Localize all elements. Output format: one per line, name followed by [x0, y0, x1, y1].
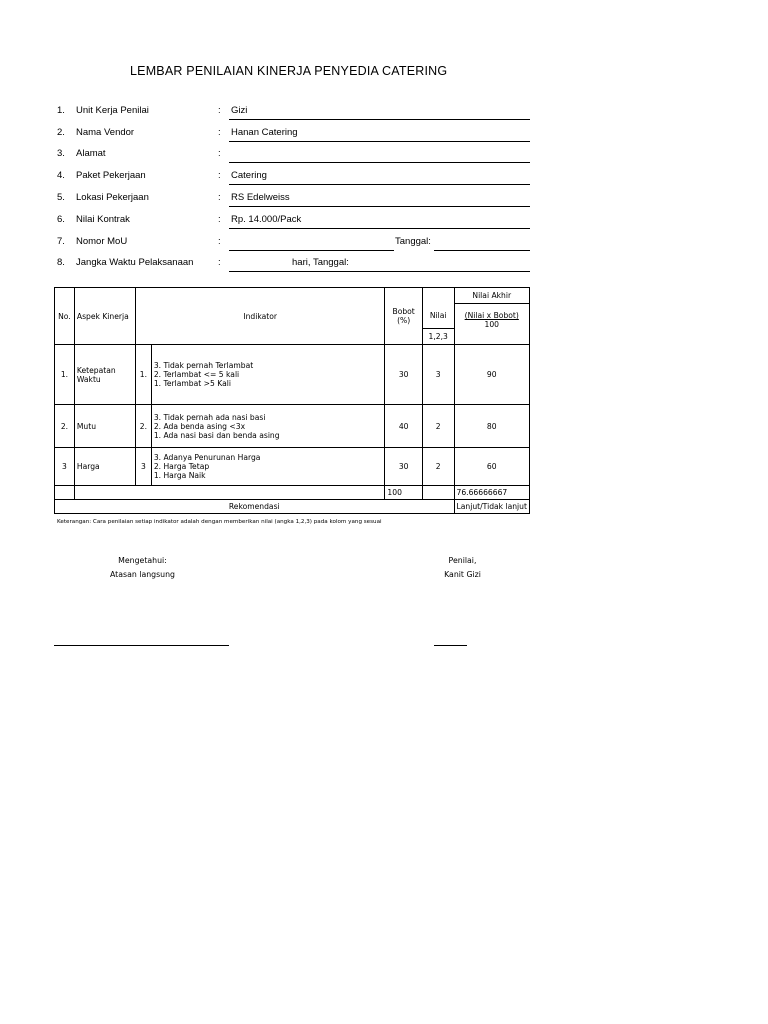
nilai-x-bobot-label: (Nilai x Bobot) [464, 311, 519, 320]
header-nilai-range: 1,2,3 [422, 329, 454, 345]
row-nilai-akhir: 80 [454, 405, 529, 448]
field-number: 6. [57, 214, 65, 225]
field-lokasi-pekerjaan [0, 192, 768, 212]
indikator-line: 3. Tidak pernah Terlambat [153, 361, 254, 370]
field-nama-vendor [0, 127, 768, 147]
row-nilai: 2 [422, 448, 454, 486]
field-value: RS Edelweiss [231, 192, 290, 203]
field-number: 4. [57, 170, 65, 181]
signature-line-left [54, 645, 229, 646]
header-indikator: Indikator [136, 288, 385, 345]
field-colon: : [218, 170, 221, 181]
field-underline [229, 184, 530, 185]
header-nilai-akhir: Nilai Akhir [454, 288, 529, 304]
field-label: Nomor MoU [76, 236, 128, 247]
row-indikator [151, 448, 385, 486]
field-number: 7. [57, 236, 65, 247]
rekomendasi-row [55, 500, 530, 514]
header-bobot: Bobot (%) [385, 288, 422, 345]
field-colon: : [218, 127, 221, 138]
row-sub: 2. [136, 405, 152, 448]
page-title: LEMBAR PENILAIAN KINERJA PENYEDIA CATERING [130, 64, 448, 78]
total-bobot: 100 [385, 486, 422, 500]
field-label: Paket Pekerjaan [76, 170, 146, 181]
indikator-line: 1. Ada nasi basi dan benda asing [153, 430, 280, 440]
header-nilai: Nilai [422, 304, 454, 329]
field-nomor-mou [0, 236, 768, 256]
row-bobot: 30 [385, 345, 422, 405]
signature-right-title: Penilai, [448, 556, 477, 565]
field-alamat [0, 148, 768, 168]
field-colon: : [218, 192, 221, 203]
field-colon: : [218, 105, 221, 116]
field-underline [229, 271, 530, 272]
header-nilai-top [422, 288, 454, 304]
field-underline [229, 119, 530, 120]
indikator-line: 3. Adanya Penurunan Harga [153, 453, 261, 462]
indikator-line: 1. Harga Naik [153, 471, 206, 480]
field-value: Gizi [231, 105, 248, 116]
field-colon: : [218, 236, 221, 247]
table-row [55, 345, 530, 405]
total-nilai-akhir: 76.66666667 [454, 486, 529, 500]
signature-left-title: Mengetahui: [118, 556, 167, 565]
header-aspek-kinerja: Aspek Kinerja [74, 288, 135, 345]
row-nilai: 3 [422, 345, 454, 405]
row-no: 3 [55, 448, 75, 486]
rekomendasi-value: Lanjut/Tidak lanjut [454, 500, 529, 514]
indikator-line: 3. Tidak pernah ada nasi basi [153, 412, 266, 422]
tanggal-underline [434, 250, 530, 251]
row-sub: 1. [136, 345, 152, 405]
field-label: Unit Kerja Penilai [76, 105, 149, 116]
field-underline [229, 228, 530, 229]
field-underline [229, 162, 530, 163]
row-nilai: 2 [422, 405, 454, 448]
row-no: 1. [55, 345, 75, 405]
field-nilai-kontrak [0, 214, 768, 234]
field-value: Hanan Catering [231, 127, 298, 138]
row-no: 2. [55, 405, 75, 448]
field-underline [229, 206, 530, 207]
field-colon: : [218, 257, 221, 268]
total-row [55, 486, 530, 500]
field-underline [229, 250, 394, 251]
row-indikator [151, 345, 385, 405]
indikator-line: 2. Terlambat <= 5 kali [153, 370, 240, 379]
field-colon: : [218, 214, 221, 225]
indikator-line: 2. Harga Tetap [153, 462, 210, 471]
row-aspek: Ketepatan Waktu [74, 345, 135, 405]
field-label: Jangka Waktu Pelaksanaan [76, 257, 194, 268]
field-number: 3. [57, 148, 65, 159]
field-label: Nama Vendor [76, 127, 135, 138]
field-unit-kerja [0, 105, 768, 125]
signature-right [420, 556, 505, 579]
total-blank [55, 486, 75, 500]
field-value: Rp. 14.000/Pack [231, 214, 302, 225]
header-nilai-x-bobot [454, 304, 529, 345]
row-indikator [151, 405, 385, 448]
total-blank-wide [74, 486, 385, 500]
row-bobot: 40 [385, 405, 422, 448]
indikator-line: 1. Terlambat >5 Kali [153, 379, 231, 388]
field-number: 8. [57, 257, 65, 268]
indikator-line: 2. Ada benda asing <3x [153, 421, 246, 431]
row-aspek: Harga [74, 448, 135, 486]
total-nilai-blank [422, 486, 454, 500]
field-paket-pekerjaan [0, 170, 768, 190]
evaluation-table [54, 287, 530, 514]
field-label: Lokasi Pekerjaan [76, 192, 149, 203]
field-number: 5. [57, 192, 65, 203]
row-aspek: Mutu [74, 405, 135, 448]
signature-left-role: Atasan langsung [109, 570, 176, 579]
table-row [55, 448, 530, 486]
field-jangka-waktu [0, 257, 768, 277]
signature-right-role: Kanit Gizi [444, 570, 481, 579]
header-no: No. [55, 288, 75, 345]
field-number: 1. [57, 105, 65, 116]
field-number: 2. [57, 127, 65, 138]
table-row [55, 405, 530, 448]
row-sub: 3 [136, 448, 152, 486]
tanggal-label: Tanggal: [395, 236, 431, 247]
signature-line-right [434, 645, 467, 646]
field-underline [229, 141, 530, 142]
field-label: Alamat [76, 148, 106, 159]
rekomendasi-label: Rekomendasi [55, 500, 455, 514]
signature-left [90, 556, 195, 579]
row-nilai-akhir: 60 [454, 448, 529, 486]
nilai-x-bobot-divisor: 100 [484, 320, 499, 329]
keterangan-note: Keterangan: Cara penilaian setiap indikator adalah dengan memberikan nilai (angka 1,2,3) pada kolom yang sesuai [57, 519, 382, 525]
field-value: hari, Tanggal: [292, 257, 349, 268]
row-bobot: 30 [385, 448, 422, 486]
field-colon: : [218, 148, 221, 159]
field-value: Catering [231, 170, 267, 181]
table-header-row [55, 288, 530, 304]
row-nilai-akhir: 90 [454, 345, 529, 405]
field-label: Nilai Kontrak [76, 214, 130, 225]
